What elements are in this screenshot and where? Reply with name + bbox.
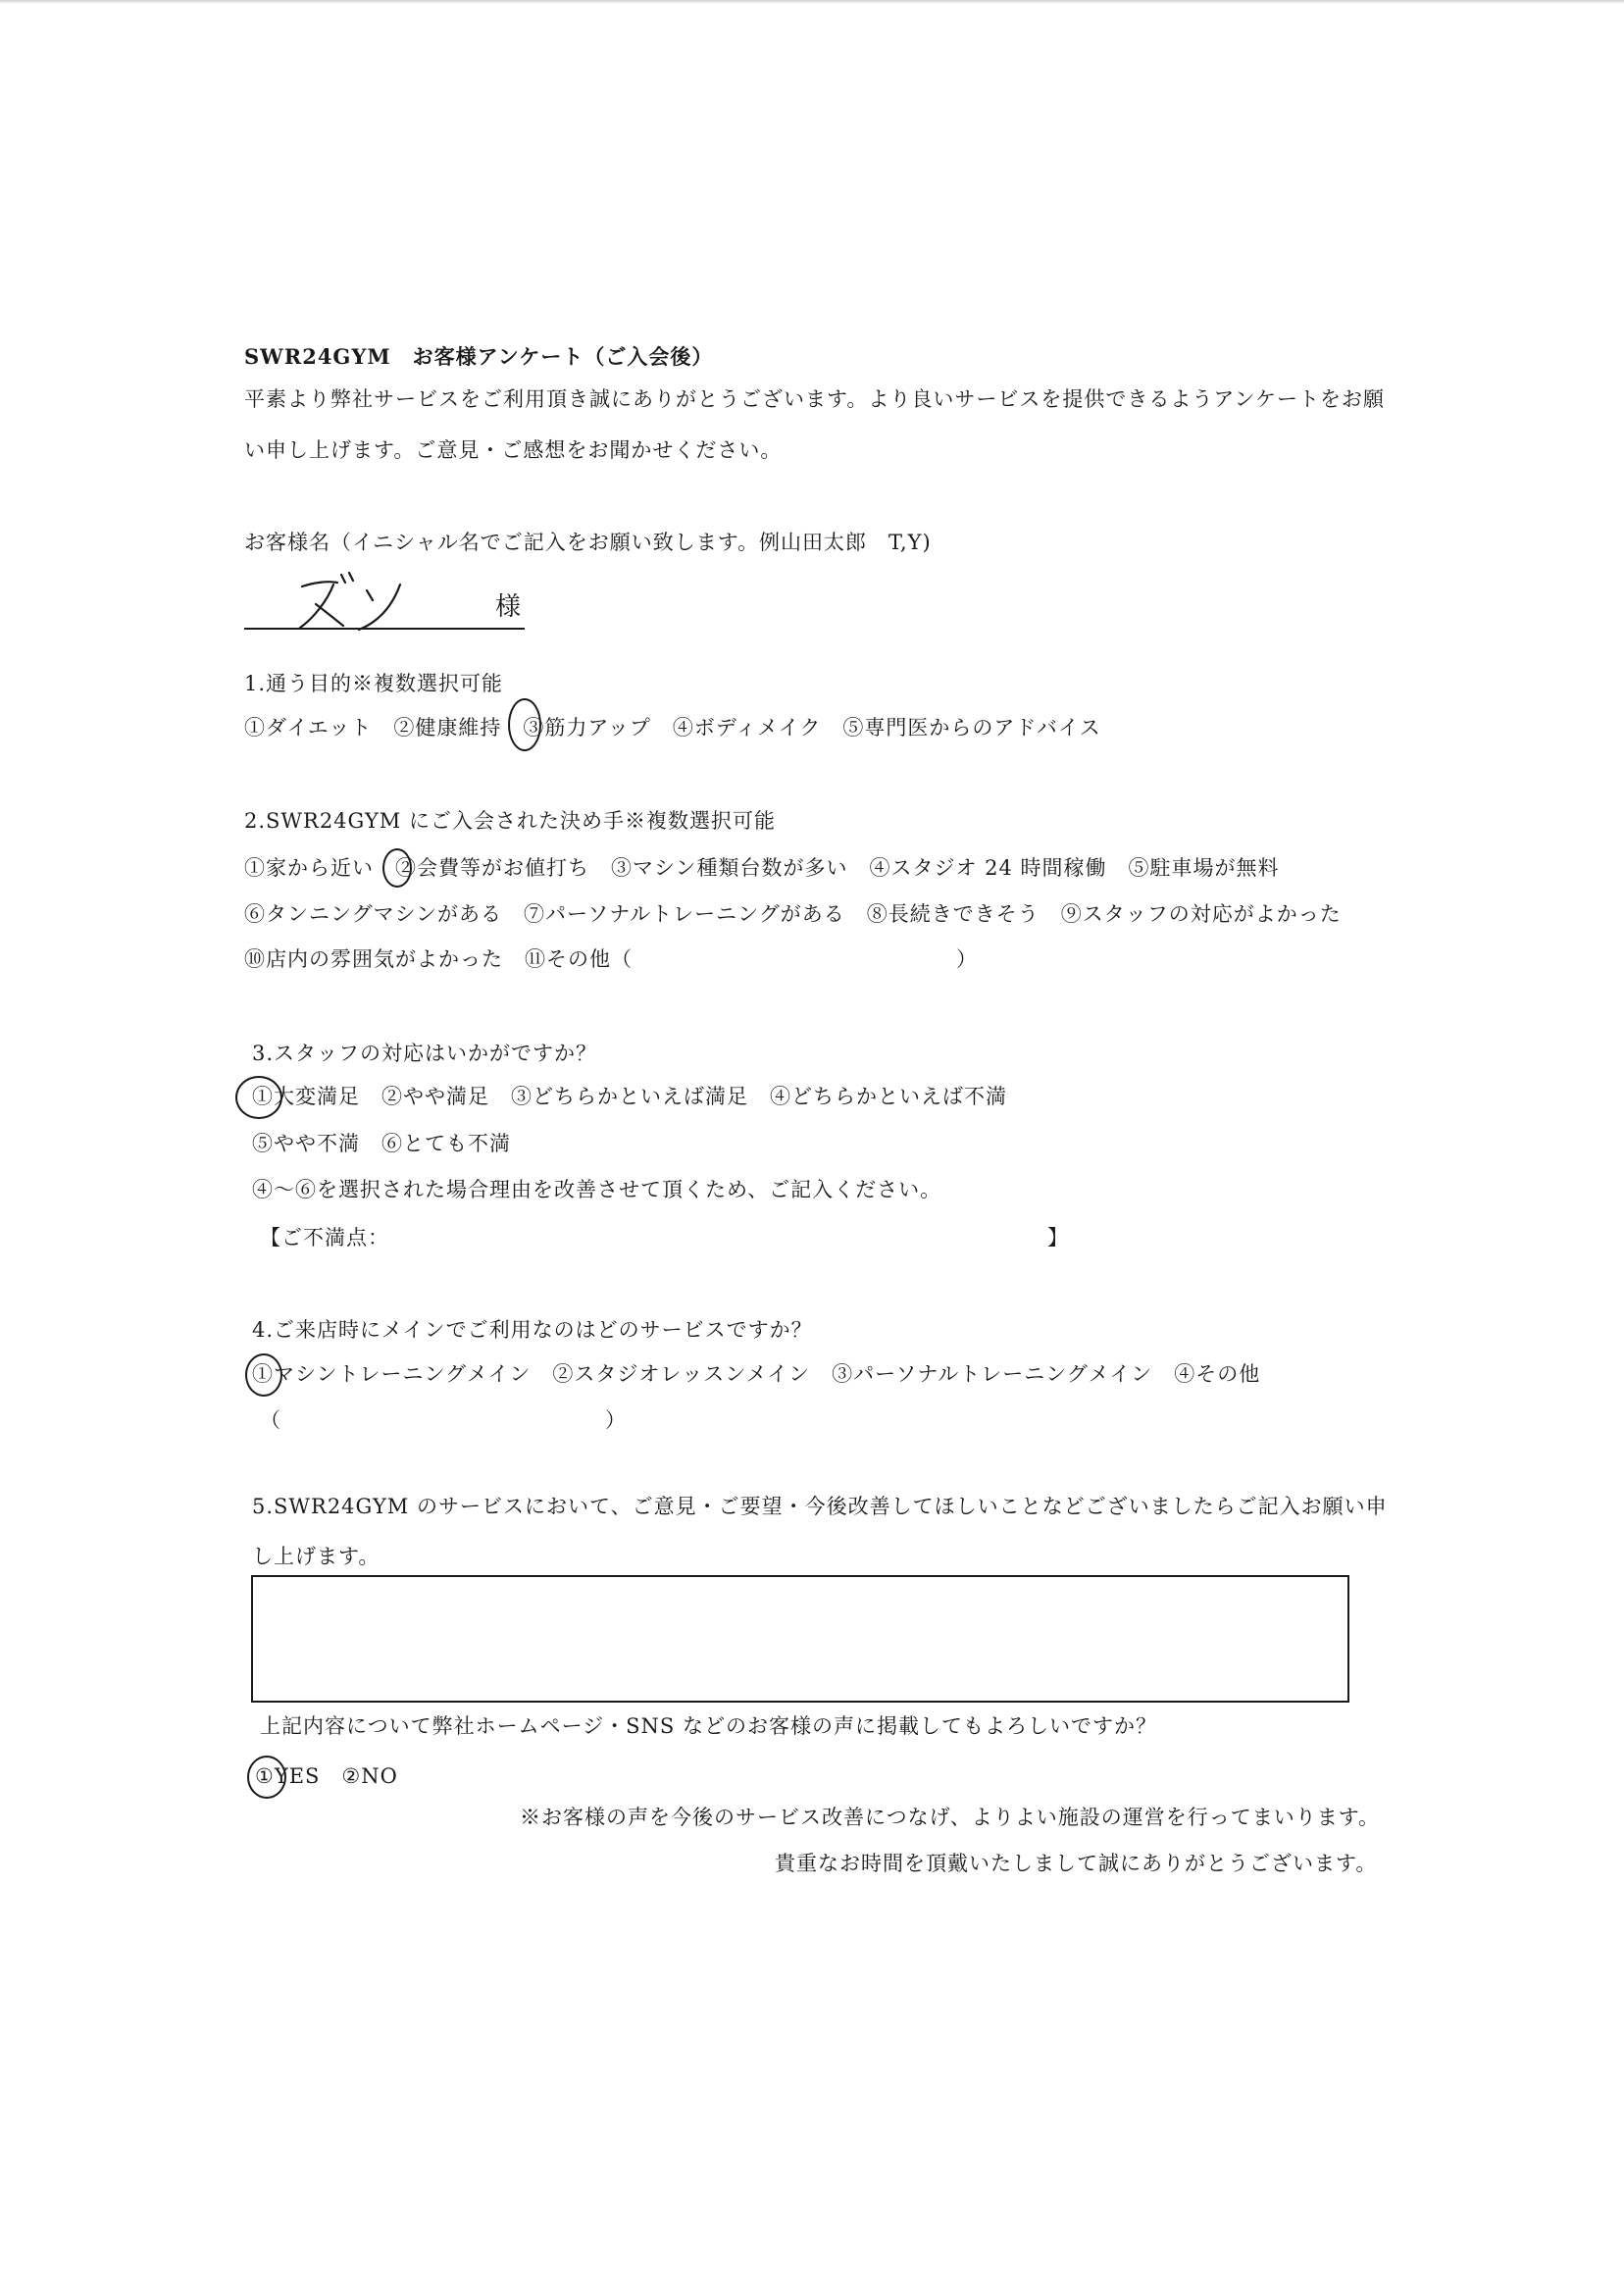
q3-title: 3.スタッフの対応はいかがですか？: [252, 1042, 598, 1065]
publish-question: 上記内容について弊社ホームページ・SNS などのお客様の声に掲載してもよろしいですか？: [260, 1714, 1157, 1738]
q4-options[interactable]: ①マシントレーニングメイン ②スタジオレッスンメイン ③パーソナルトレーニングメイン ④その他: [252, 1362, 1261, 1386]
q2-options-line-3[interactable]: ⑩店内の雰囲気がよかった ⑪その他（ ）: [244, 947, 978, 971]
name-underline: [244, 628, 525, 630]
q2-options-line-1[interactable]: ①家から近い ②会費等がお値打ち ③マシン種類台数が多い ④スタジオ 24 時間稼働 ⑤駐車場が無料: [244, 856, 1280, 880]
q4-title: 4.ご来店時にメインでご利用なのはどのサービスですか？: [252, 1318, 813, 1342]
publish-selection-circle: [247, 1756, 286, 1799]
q3-options-line-1[interactable]: ①大変満足 ②やや満足 ③どちらかといえば満足 ④どちらかといえば不満: [252, 1085, 1007, 1108]
q4-selection-circle: [245, 1353, 282, 1397]
q5-answer-box[interactable]: [251, 1575, 1349, 1703]
name-suffix: 様: [495, 592, 522, 622]
q2-options-line-2[interactable]: ⑥タンニングマシンがある ⑦パーソナルトレーニングがある ⑧長続きできそう ⑨スタッフの対応がよかった: [244, 902, 1342, 926]
q3-options-line-2[interactable]: ⑤やや不満 ⑥とても不満: [252, 1132, 511, 1155]
survey-title: SWR24GYM お客様アンケート（ご入会後）: [244, 344, 714, 369]
q4-other[interactable]: （ ）: [260, 1408, 627, 1432]
intro-line-1: 平素より弊社サービスをご利用頂き誠にありがとうございます。より良いサービスを提供できるようアンケートをお願: [244, 387, 1386, 411]
q5-title-line-2: し上げます。: [252, 1545, 381, 1568]
publish-options[interactable]: ①YES ②NO: [255, 1764, 398, 1788]
q2-title: 2.SWR24GYM にご入会された決め手※複数選択可能: [244, 809, 776, 833]
footer-note-1: ※お客様の声を今後のサービス改善につなげ、よりよい施設の運営を行ってまいります。: [520, 1806, 1381, 1829]
q5-title-line-1: 5.SWR24GYM のサービスにおいて、ご意見・ご要望・今後改善してほしいことなどございましたらご記入お願い申: [252, 1495, 1388, 1518]
handwritten-name[interactable]: [294, 571, 412, 634]
q3-complaint-close: 】: [1047, 1226, 1069, 1249]
q3-selection-circle: [235, 1076, 282, 1119]
scan-top-edge: [0, 0, 1624, 4]
intro-line-2: い申し上げます。ご意見・ご感想をお聞かせください。: [244, 438, 783, 462]
q1-selection-circle: [508, 698, 541, 751]
footer-note-2: 貴重なお時間を頂戴いたしまして誠にありがとうございます。: [775, 1852, 1378, 1875]
name-prompt: お客様名（イニシャル名でご記入をお願い致します。例山田太郎 T,Y): [244, 531, 932, 554]
q3-complaint-label: 【ご不満点：: [260, 1226, 389, 1249]
q1-title: 1.通う目的※複数選択可能: [244, 672, 504, 695]
q2-selection-circle: [382, 848, 412, 888]
q3-followup: ④～⑥を選択された場合理由を改善させて頂くため、ご記入ください。: [252, 1178, 942, 1201]
q1-options[interactable]: ①ダイエット ②健康維持 ③筋力アップ ④ボディメイク ⑤専門医からのアドバイス: [244, 716, 1101, 739]
